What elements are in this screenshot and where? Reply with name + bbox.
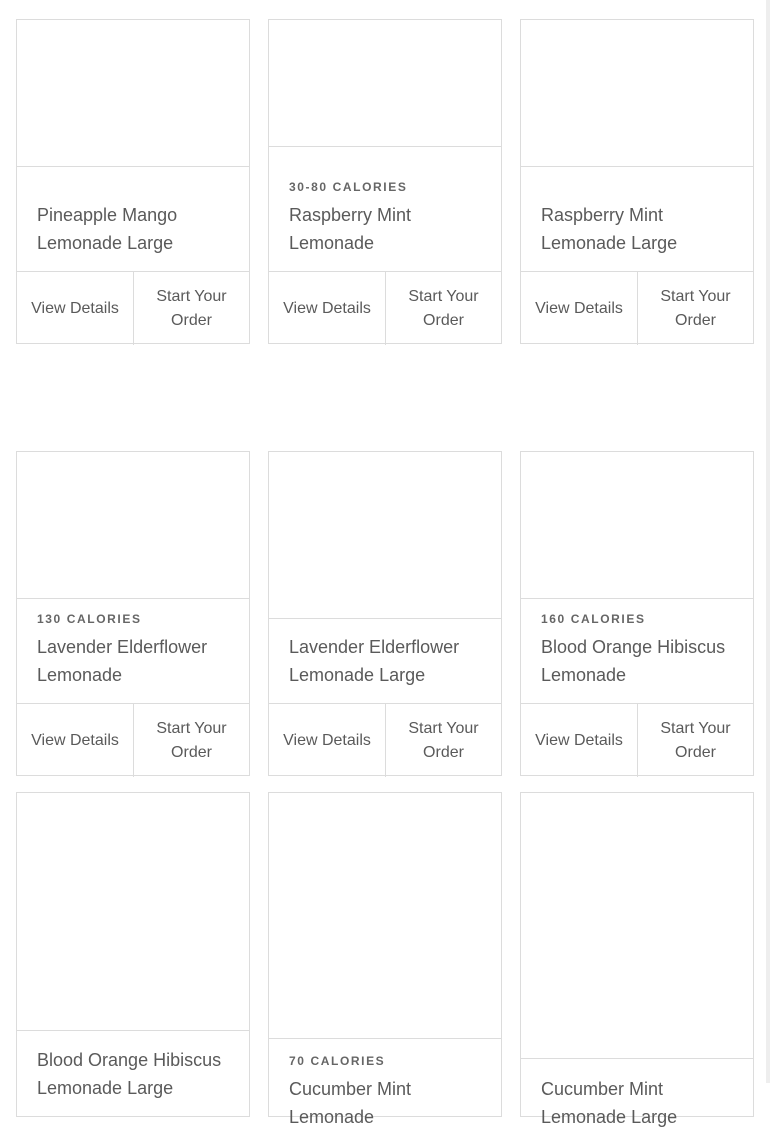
item-name[interactable]: Lavender Elderflower Lemonade xyxy=(37,637,208,685)
product-image[interactable] xyxy=(269,793,501,1039)
start-order-button[interactable]: Start Your Order xyxy=(385,272,501,345)
item-name[interactable]: Lavender Elderflower Lemonade Large xyxy=(289,637,460,685)
item-name[interactable]: Raspberry Mint Lemonade Large xyxy=(541,205,678,253)
item-name[interactable]: Cucumber Mint Lemonade Large xyxy=(541,1079,678,1127)
item-name[interactable]: Raspberry Mint Lemonade xyxy=(289,205,412,253)
view-details-button[interactable]: View Details xyxy=(283,731,371,749)
card-actions xyxy=(269,271,501,345)
product-image[interactable] xyxy=(17,452,249,599)
start-order-button[interactable]: Start Your Order xyxy=(637,272,753,345)
view-details-button[interactable]: View Details xyxy=(535,299,623,317)
view-details-button[interactable]: View Details xyxy=(535,731,623,749)
page-scrollbar[interactable] xyxy=(766,0,770,1083)
menu-card xyxy=(520,792,754,1127)
item-name[interactable]: Blood Orange Hibiscus Lemonade xyxy=(541,637,726,685)
menu-card xyxy=(520,19,754,344)
calories-label: 130 CALORIES xyxy=(37,612,142,626)
card-actions xyxy=(269,703,501,777)
start-order-button[interactable]: Start Your Order xyxy=(637,704,753,777)
card-actions xyxy=(521,703,753,777)
calories-label: 70 CALORIES xyxy=(289,1054,386,1068)
menu-card xyxy=(16,19,250,344)
card-actions xyxy=(521,271,753,345)
item-name[interactable]: Cucumber Mint Lemonade xyxy=(289,1079,412,1127)
start-order-button[interactable]: Start Your Order xyxy=(133,272,249,345)
menu-card xyxy=(268,792,502,1127)
view-details-button[interactable]: View Details xyxy=(31,731,119,749)
item-name[interactable]: Pineapple Mango Lemonade Large xyxy=(37,205,178,253)
card-actions xyxy=(17,271,249,345)
view-details-button[interactable]: View Details xyxy=(283,299,371,317)
item-name[interactable]: Blood Orange Hibiscus Lemonade Large xyxy=(37,1050,222,1098)
menu-card xyxy=(16,792,250,1117)
start-order-button[interactable]: Start Your Order xyxy=(385,704,501,777)
calories-label: 30-80 CALORIES xyxy=(289,180,408,194)
start-order-button[interactable]: Start Your Order xyxy=(133,704,249,777)
menu-card xyxy=(16,451,250,776)
view-details-button[interactable]: View Details xyxy=(31,299,119,317)
product-image[interactable] xyxy=(521,452,753,599)
product-image[interactable] xyxy=(17,20,249,167)
card-actions xyxy=(17,703,249,777)
menu-card xyxy=(268,451,502,776)
calories-label: 160 CALORIES xyxy=(541,612,646,626)
product-image[interactable] xyxy=(521,793,753,1059)
product-image[interactable] xyxy=(269,20,501,147)
product-image[interactable] xyxy=(17,793,249,1031)
product-image[interactable] xyxy=(521,20,753,167)
menu-card xyxy=(520,451,754,776)
product-image[interactable] xyxy=(269,452,501,619)
menu-card xyxy=(268,19,502,344)
